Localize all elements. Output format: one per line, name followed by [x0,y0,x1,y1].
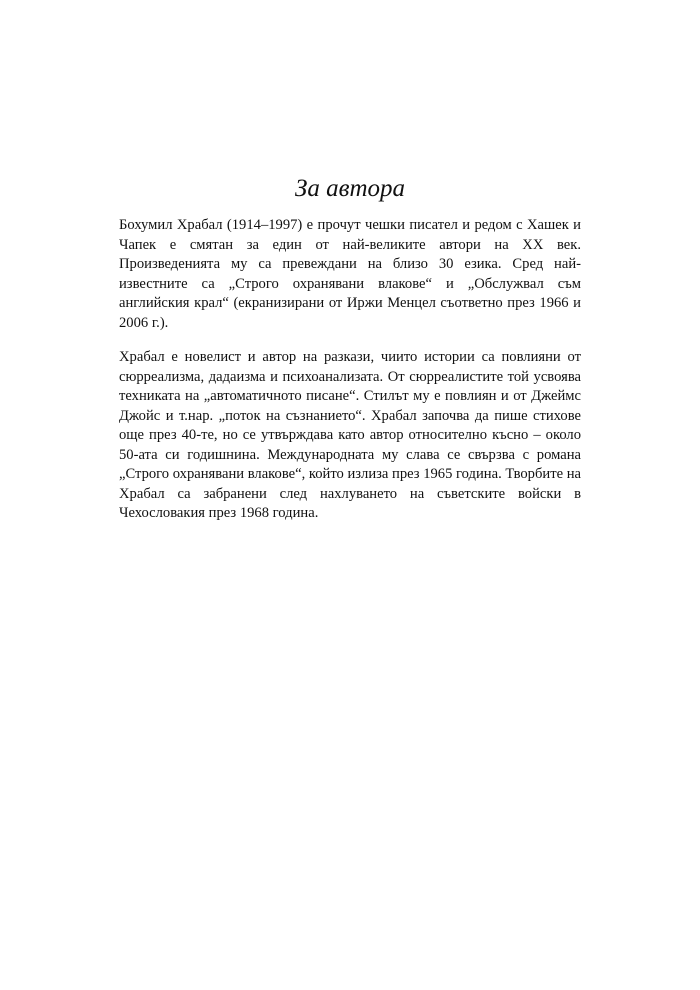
body-text [119,216,581,539]
page-title: За автора [294,175,406,202]
paragraph-biography: Бохумил Храбал (1914–1997) е прочут чешки писател и редом с Хашек и Чапек е смятан за един от най-великите автори на ХХ век. Произведенията му са превеждани на близо 30 езика. Сред най-известните са „Строго охранявани влакове“ и „Обслужвал съм английския крал“ (екранизирани от Иржи Менцел съответно през 1966 и 2006 г.). [119,217,581,331]
paragraph-style: Храбал е новелист и автор на разкази, чиито истории са повлияни от сюрреализма, дадаизма и психоанализата. От сюрреалистите той усвоява техниката на „автоматичното писане“. Стилът му е повлиян и от Джеймс Джойс и т.нар. „поток на съзнанието“. Храбал започва да пише стихове още през 40-те, но се утвърждава като автор относително късно – около 50-ата си годишнина. Международната му слава се свързва с романа „Строго охранявани влакове“, който излиза през 1965 година. Творбите на Храбал са забранени след нахлуването на съветските войски в Чехословакия през 1968 година. [119,349,581,521]
